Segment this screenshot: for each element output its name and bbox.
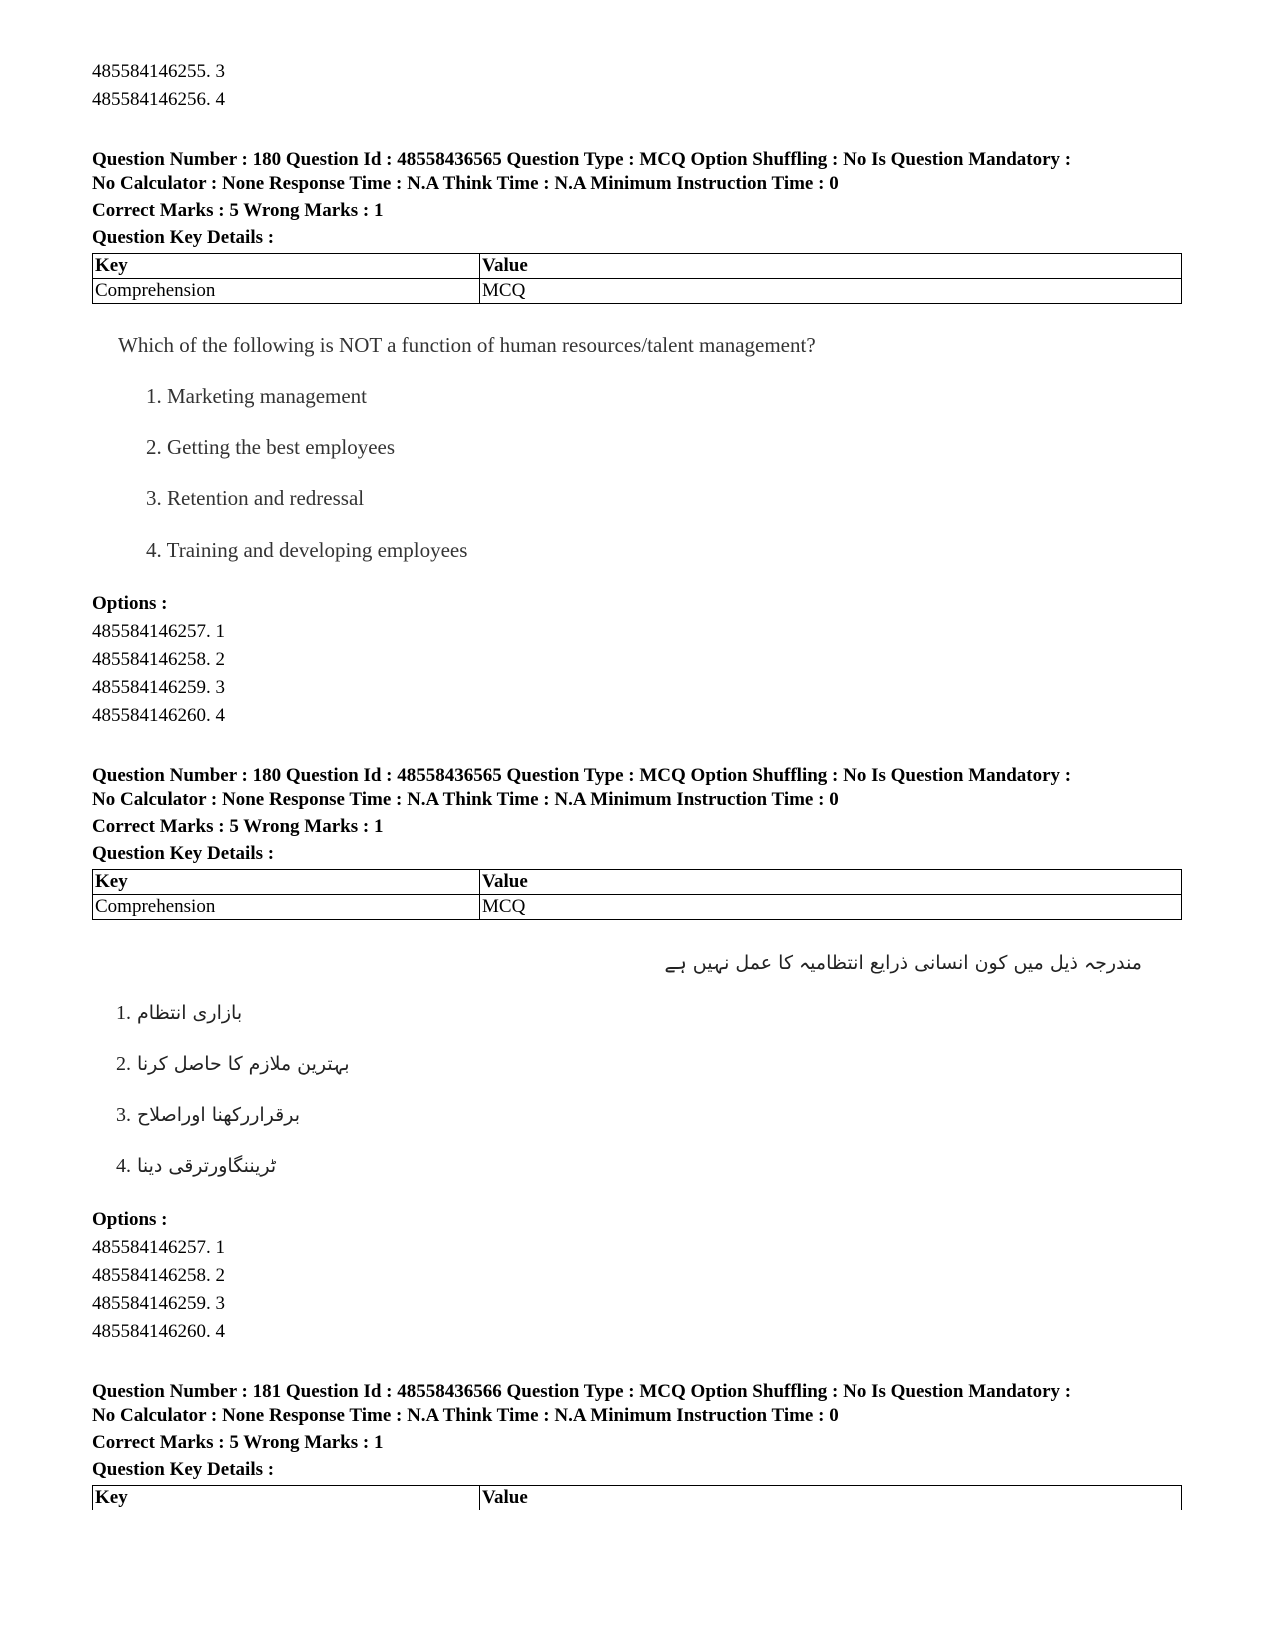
choice-text: بازاری انتظام: [137, 1002, 243, 1024]
table-cell-key: Comprehension: [93, 895, 480, 920]
choice-text: برقراررکھنا اوراصلاح: [137, 1104, 301, 1126]
question-header-line1: Question Number : 180 Question Id : 48558436565 Question Type : MCQ Option Shuffling : No Is Question Mandatory :: [92, 765, 1072, 786]
option-line: 485584146260. 4: [92, 705, 225, 726]
question-header-line2: No Calculator : None Response Time : N.A Think Time : N.A Minimum Instruction Time : 0: [92, 789, 839, 810]
question-header-line1: Question Number : 180 Question Id : 48558436565 Question Type : MCQ Option Shuffling : No Is Question Mandatory :: [92, 149, 1072, 170]
key-details-label: Question Key Details :: [92, 843, 275, 864]
choice-item: 1. Marketing management: [146, 384, 368, 408]
question-header-line2: No Calculator : None Response Time : N.A Think Time : N.A Minimum Instruction Time : 0: [92, 173, 839, 194]
choice-item: [116, 1002, 242, 1025]
option-line: 485584146257. 1: [92, 621, 225, 642]
question-stem: Which of the following is NOT a function of human resources/talent management?: [118, 333, 816, 357]
table-cell-value: MCQ: [480, 895, 1182, 920]
option-line: 485584146257. 1: [92, 1237, 225, 1258]
question-header-line1: Question Number : 181 Question Id : 48558436566 Question Type : MCQ Option Shuffling : No Is Question Mandatory :: [92, 1381, 1072, 1402]
option-line: 485584146255. 3: [92, 61, 225, 82]
choice-number: 1.: [116, 1002, 131, 1024]
choice-text: ٹریننگاورترقی دینا: [137, 1155, 277, 1177]
choice-text: بہترین ملازم کا حاصل کرنا: [137, 1053, 350, 1075]
question-181: [92, 1380, 1182, 1510]
table-header-value: Value: [480, 1486, 1182, 1511]
option-line: 485584146259. 3: [92, 1293, 225, 1314]
question-stem: مندرجہ ذیل میں کون انسانی ذرایع انتظامیہ کا عمل نہیں ہے: [664, 952, 1142, 974]
table-header-key: Key: [93, 1486, 480, 1511]
choice-item: 3. Retention and redressal: [146, 486, 365, 510]
choice-item: 2. Getting the best employees: [146, 435, 396, 459]
option-line: 485584146258. 2: [92, 1265, 225, 1286]
option-line: 485584146256. 4: [92, 89, 225, 110]
table-header-value: Value: [480, 870, 1182, 895]
previous-options: [92, 58, 1182, 114]
table-header-value: Value: [480, 254, 1182, 279]
marks-line: Correct Marks : 5 Wrong Marks : 1: [92, 816, 384, 837]
option-line: 485584146259. 3: [92, 677, 225, 698]
choice-item: [116, 1155, 276, 1178]
options-block: [92, 1206, 1182, 1346]
options-label: Options :: [92, 593, 168, 614]
choice-item: [116, 1053, 350, 1076]
choice-item: 4. Training and developing employees: [146, 538, 468, 562]
table-cell-key: Comprehension: [93, 279, 480, 304]
key-details-label: Question Key Details :: [92, 1459, 275, 1480]
key-details-table: [92, 869, 1182, 920]
choice-number: 3.: [116, 1104, 131, 1126]
key-details-label: Question Key Details :: [92, 227, 275, 248]
key-details-table: [92, 253, 1182, 304]
option-line: 485584146258. 2: [92, 649, 225, 670]
question-180-urdu: [92, 764, 1182, 920]
choice-item: [116, 1104, 300, 1127]
table-cell-value: MCQ: [480, 279, 1182, 304]
choice-number: 2.: [116, 1053, 131, 1075]
marks-line: Correct Marks : 5 Wrong Marks : 1: [92, 200, 384, 221]
marks-line: Correct Marks : 5 Wrong Marks : 1: [92, 1432, 384, 1453]
question-header-line2: No Calculator : None Response Time : N.A Think Time : N.A Minimum Instruction Time : 0: [92, 1405, 839, 1426]
choice-number: 4.: [116, 1155, 131, 1177]
options-label: Options :: [92, 1209, 168, 1230]
options-block: [92, 590, 1182, 730]
table-header-key: Key: [93, 254, 480, 279]
table-header-key: Key: [93, 870, 480, 895]
key-details-table: [92, 1485, 1182, 1510]
question-180-english: [92, 148, 1182, 304]
option-line: 485584146260. 4: [92, 1321, 225, 1342]
